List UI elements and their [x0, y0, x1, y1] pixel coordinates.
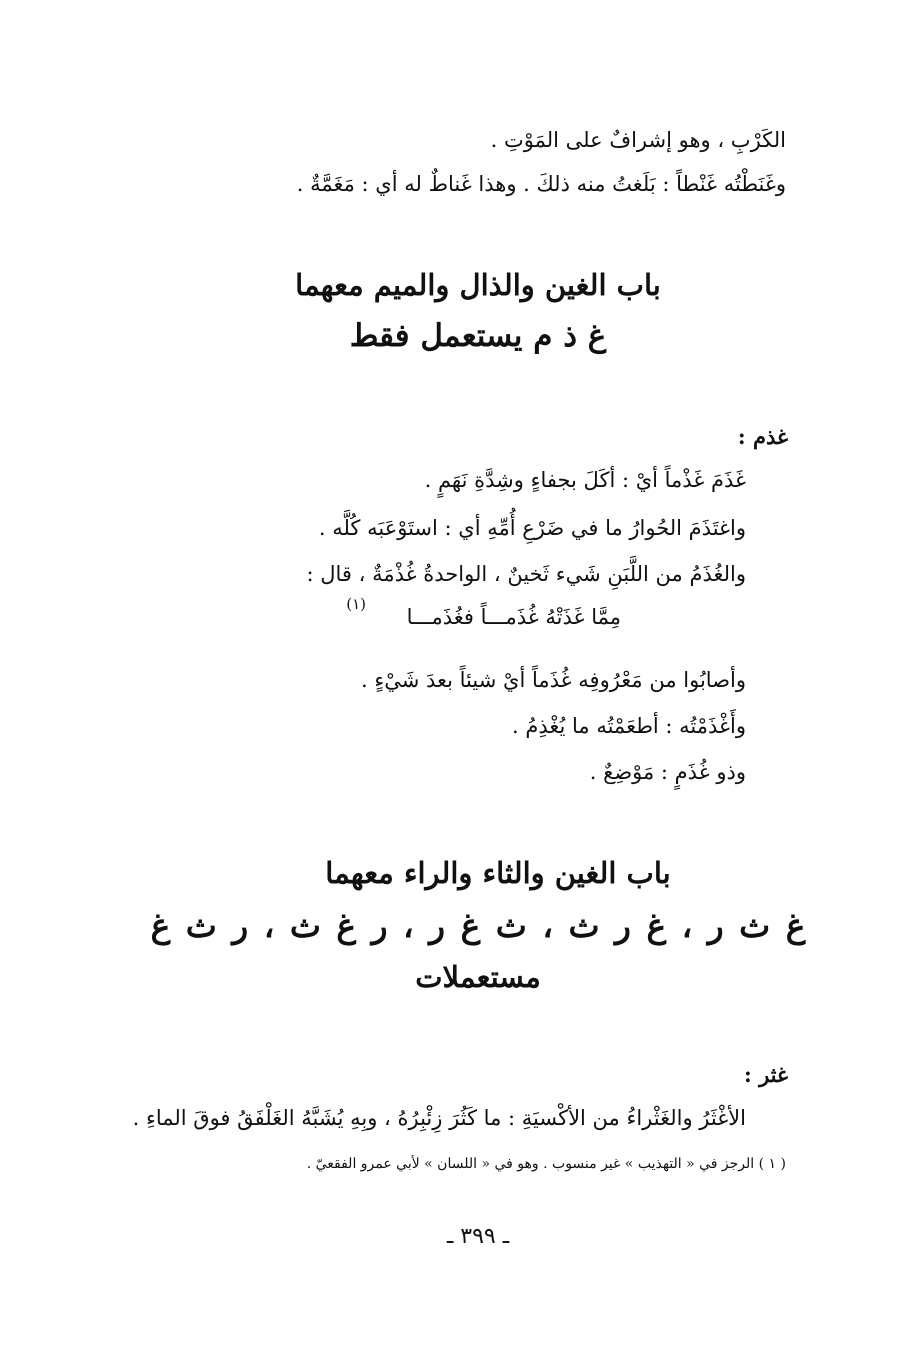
- verse-line: مِمَّا غَذَتْهُ غُذَمـــاً فغُذَمـــا: [406, 605, 621, 629]
- page-number: ـ ٣٩٩ ـ: [446, 1224, 510, 1249]
- section-1-title: باب الغين والذال والميم معهما: [295, 268, 661, 302]
- definition-line: واغتَذَمَ الحُوارُ ما في ضَرْعِ أُمِّهِ أي : استَوْعَبَه كُلَّه .: [318, 516, 746, 540]
- entry-heading-ghadham: غذم :: [737, 424, 788, 449]
- definition-line: والغُذَمُ من اللَّبَنِ شَيء ثَخينٌ ، الواحدةُ غُذْمَةٌ ، قال :: [306, 562, 746, 586]
- footnote-marker: (١): [346, 595, 366, 613]
- definition-line: وأَغْذَمْتُه : أطعَمْتُه ما يُغْذِمُ .: [511, 714, 746, 738]
- definition-line: وذو غُذَمٍ : مَوْضِعٌ .: [589, 760, 746, 784]
- entry-heading-ghathr: غثر :: [744, 1062, 788, 1087]
- section-2-root-combinations: غ ث ر ، غ ر ث ، ث غ ر ، ر غ ث ، ر ث غ: [150, 906, 806, 945]
- definition-line: الأغْثَرُ والغَثْراءُ من الأكْسيَةِ : ما كَثُرَ زِئْبِرُهُ ، وبِهِ يُشَبَّهُ الغَلْفَقُ فوقَ الماءِ .: [132, 1106, 746, 1130]
- definition-line: وأصابُوا من مَعْرُوفِه غُذَماً أيْ شيئاً بعدَ شَيْءٍ .: [360, 668, 746, 692]
- intro-line-1: الكَرْبِ ، وهو إشرافٌ على المَوْتِ .: [490, 128, 786, 152]
- intro-line-2: وغَنَطْتُه غَنْطاً : بَلَغتُ منه ذلكَ . وهذا غَناطٌ له أي : مَغَمَّةٌ .: [296, 172, 786, 196]
- section-2-used-label: مستعملات: [415, 960, 541, 994]
- section-2-title: باب الغين والثاء والراء معهما: [325, 856, 671, 890]
- section-1-subtitle: غ ذ م يستعمل فقط: [349, 318, 607, 354]
- definition-line: غَذَمَ غَذْماً أيْ : أكَلَ بجفاءٍ وشِدَّةِ نَهَمٍ .: [424, 468, 746, 492]
- footnote: ( ١ ) الرجز في « التهذيب » غير منسوب . وهو في « اللسان » لأبي عمرو الفقعيّ .: [306, 1156, 786, 1172]
